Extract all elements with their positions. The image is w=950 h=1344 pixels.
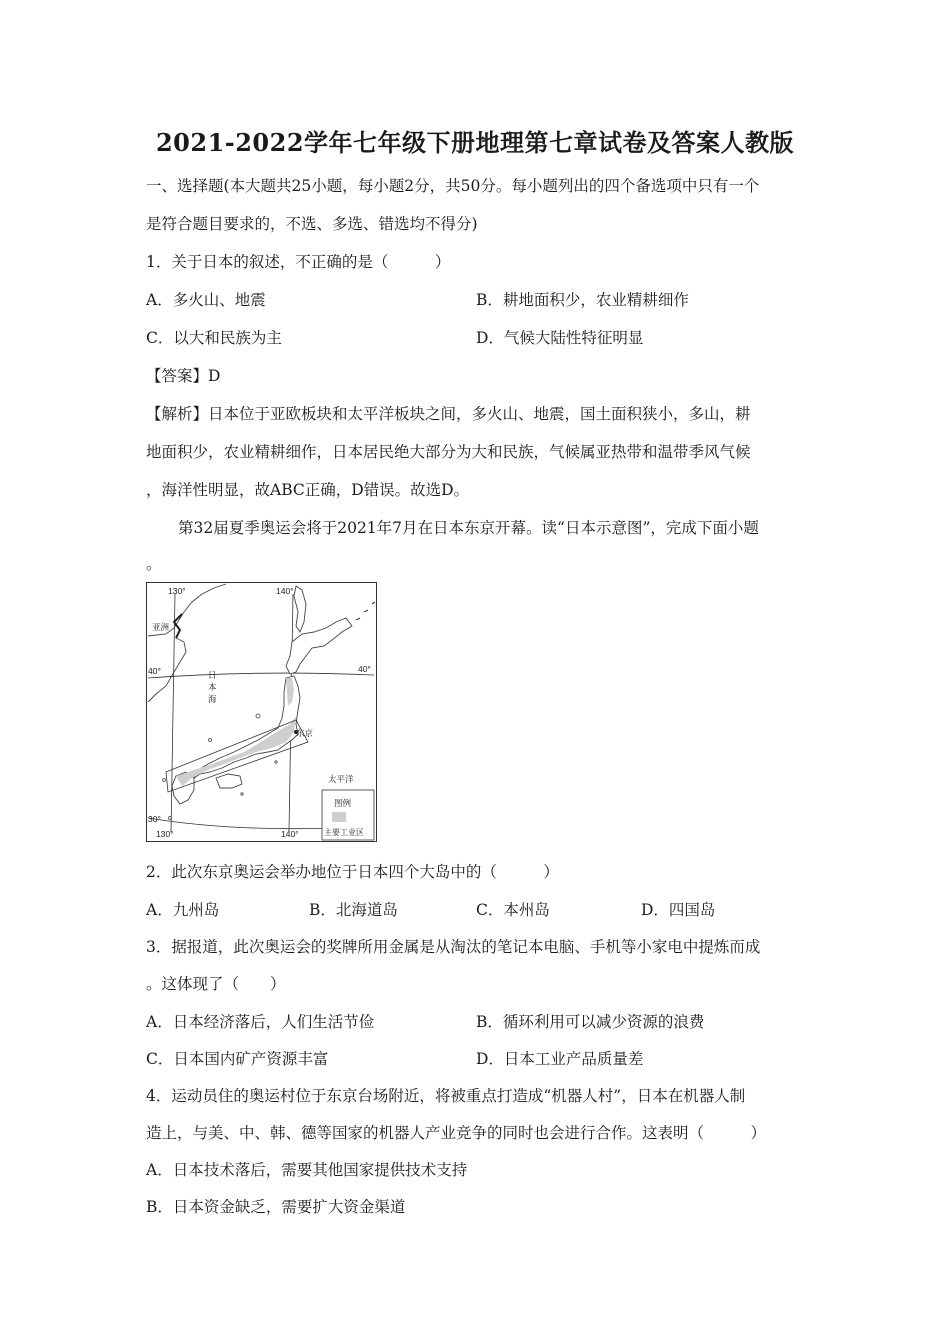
legend-item-label: 主要工业区 [324, 828, 364, 837]
map-sea-label-3: 海 [208, 694, 217, 704]
map-lat-40-left: 40° [148, 666, 161, 676]
question-3-option-a: A．日本经济落后，人们生活节俭 [146, 1013, 375, 1031]
question-1-option-c: C．以大和民族为主 [146, 329, 282, 347]
map-pacific-label: 太平洋 [328, 774, 354, 784]
question-1-analysis-line-2: 地面积少，农业精耕细作，日本居民绝大部分为大和民族，气候属亚热带和温带季风气候 [146, 443, 751, 461]
question-3-option-b: B．循环利用可以减少资源的浪费 [476, 1013, 705, 1031]
question-1-option-d: D．气候大陆性特征明显 [476, 329, 644, 347]
map-asia-label: 亚洲 [152, 622, 170, 632]
map-lon-130-top: 130° [168, 586, 186, 596]
question-4-stem-line-1: 4．运动员住的奥运村位于东京台场附近，将被重点打造成“机器人村”，日本在机器人制 [146, 1087, 746, 1105]
question-4-stem-line-2: 造上，与美、中、韩、德等国家的机器人产业竞争的同时也会进行合作。这表明（ ） [146, 1124, 767, 1142]
page-title: 2021-2022学年七年级下册地理第七章试卷及答案人教版 [155, 128, 795, 157]
question-1-answer: 【答案】D [146, 367, 221, 385]
question-4-option-b: B．日本资金缺乏，需要扩大资金渠道 [146, 1198, 406, 1216]
map-lon-140-bottom: 140° [281, 829, 299, 839]
question-3-option-c: C．日本国内矿产资源丰富 [146, 1050, 329, 1068]
legend-title: 图例 [334, 798, 352, 808]
question-3-option-d: D．日本工业产品质量差 [476, 1050, 644, 1068]
question-1-analysis-line-3: ，海洋性明显，故ABC正确，D错误。故选D。 [146, 481, 470, 499]
section-heading-line-1: 一、选择题(本大题共25小题，每小题2分，共50分。每小题列出的四个备选项中只有一个 [146, 177, 760, 195]
question-3-stem-line-2: 。这体现了（ ） [146, 975, 286, 993]
question-1-analysis-line-1: 【解析】日本位于亚欧板块和太平洋板块之间，多火山、地震，国土面积狭小，多山，耕 [146, 405, 751, 423]
question-4-option-a: A．日本技术落后，需要其他国家提供技术支持 [146, 1161, 468, 1179]
map-legend [322, 790, 374, 840]
map-tokyo-label: 东京 [296, 728, 314, 738]
question-2-option-d: D．四国岛 [641, 901, 716, 919]
japan-map [146, 582, 377, 842]
question-3-stem-line-1: 3．据报道，此次奥运会的奖牌所用金属是从淘汰的笔记本电脑、手机等小家电中提炼而成 [146, 938, 761, 956]
question-2-stem: 2．此次东京奥运会举办地位于日本四个大岛中的（ ） [146, 863, 559, 881]
map-sea-label-2: 本 [208, 682, 217, 692]
question-2-option-b: B．北海道岛 [309, 901, 398, 919]
map-lon-130-bottom: 130° [156, 829, 174, 839]
map-lat-30: 30° [148, 814, 161, 824]
map-intro-line-1: 第32届夏季奥运会将于2021年7月在日本东京开幕。读“日本示意图”，完成下面小题 [178, 519, 759, 537]
map-lon-140-top: 140° [276, 586, 294, 596]
legend-swatch [332, 812, 346, 822]
map-sea-label-1: 日 [208, 670, 217, 680]
question-1-option-b: B．耕地面积少，农业精耕细作 [476, 291, 689, 309]
question-1-stem: 1．关于日本的叙述，不正确的是（ ） [146, 253, 451, 271]
section-heading-line-2: 是符合题目要求的，不选、多选、错选均不得分) [146, 215, 478, 233]
question-2-option-c: C．本州岛 [476, 901, 550, 919]
map-lat-40-right: 40° [358, 664, 371, 674]
question-1-option-a: A．多火山、地震 [146, 291, 266, 309]
map-intro-line-2: 。 [146, 555, 162, 573]
question-2-option-a: A．九州岛 [146, 901, 220, 919]
